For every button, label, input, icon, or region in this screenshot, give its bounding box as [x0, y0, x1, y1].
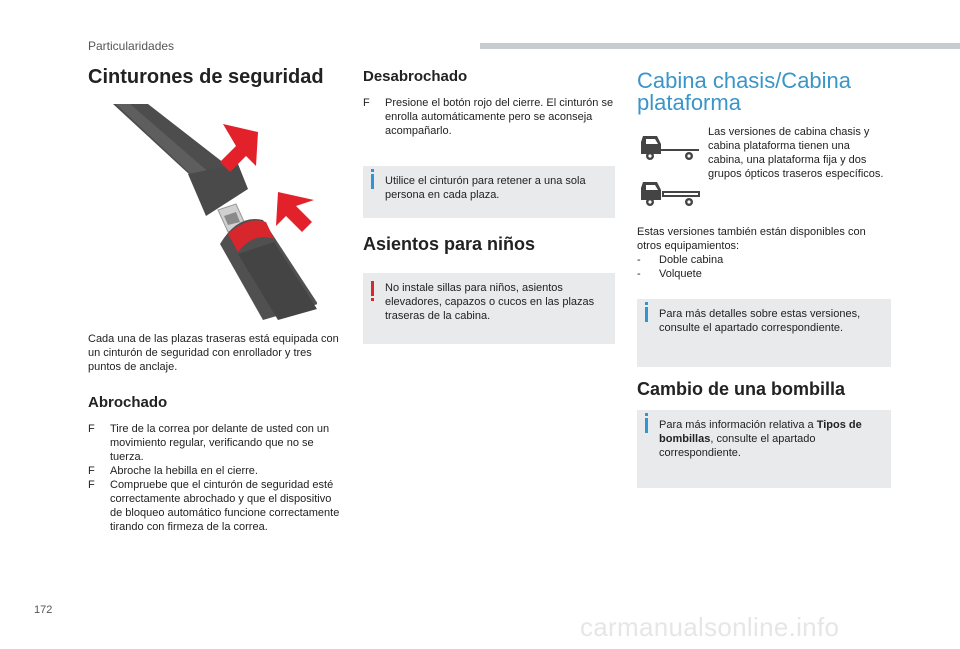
- chassis-cab-title: Cabina chasis/Cabina plataforma: [637, 68, 852, 115]
- seatbelts-title: Cinturones de seguridad: [88, 66, 324, 88]
- bulb-info-note: Para más información relativa a Tipos de bombillas, consulte el apartado correspondiente.: [637, 410, 891, 488]
- single-person-note: Utilice el cinturón para retener a una sola persona en cada plaza.: [363, 166, 615, 218]
- bulb-types-link-text: Tipos de bombillas: [659, 419, 862, 445]
- bulb-change-title: Cambio de una bombilla: [637, 379, 846, 399]
- info-icon: [371, 174, 374, 189]
- bullet-glyph: F: [88, 423, 95, 435]
- page-number: 172: [34, 604, 53, 616]
- warning-icon: [371, 281, 374, 296]
- watermark: carmanualsonline.info: [580, 612, 840, 642]
- fasten-title: Abrochado: [88, 394, 168, 411]
- child-seats-title: Asientos para niños: [363, 234, 536, 254]
- child-seats-warning: No instale sillas para niños, asientos elevadores, capazos o cucos en las plazas traseras de la cabina.: [363, 273, 615, 344]
- unfasten-steps: [363, 96, 615, 138]
- bullet-glyph: F: [88, 465, 95, 477]
- list-item: F Tire de la correa por delante de usted con un movimiento regular, verificando que no se tuerza.: [88, 423, 330, 463]
- bullet-glyph: F: [88, 479, 95, 491]
- versions-intro: Estas versiones también están disponibles con otros equipamientos:: [637, 226, 866, 252]
- header-bar: [480, 43, 960, 49]
- versions-list: [637, 253, 891, 281]
- list-item: F Compruebe que el cinturón de seguridad esté correctamente abrochado y que el dispositivo de bloqueo automático funcione correctamente tirando con firmeza de la correa.: [88, 479, 340, 533]
- info-icon: [645, 307, 648, 322]
- platform-cab-truck-icon: [637, 174, 703, 210]
- unfasten-title: Desabrochado: [363, 68, 468, 85]
- versions-info-note: Para más detalles sobre estas versiones, consulte el apartado correspondiente.: [637, 299, 891, 367]
- seatbelts-intro: Cada una de las plazas traseras está equipada con un cinturón de seguridad con enrollador y tres puntos de anclaje.: [88, 333, 339, 373]
- seatbelt-buckle-illustration: [88, 104, 317, 320]
- list-item: - Doble cabina: [637, 254, 724, 266]
- list-item: F Abroche la hebilla en el cierre.: [88, 465, 258, 477]
- bullet-glyph: F: [363, 97, 370, 109]
- info-icon: [645, 418, 648, 433]
- header-section-label: Particularidades: [88, 39, 175, 53]
- fasten-steps: [88, 422, 343, 534]
- list-item: F Presione el botón rojo del cierre. El cinturón se enrolla automáticamente pero se aconseja acompañarlo.: [363, 97, 614, 137]
- list-item: - Volquete: [637, 268, 702, 280]
- chassis-cab-description: Las versiones de cabina chasis y cabina plataforma tienen una cabina, una plataforma fija y dos grupos ópticos traseros específicos.: [708, 126, 884, 180]
- chassis-cab-truck-icon: [637, 128, 703, 164]
